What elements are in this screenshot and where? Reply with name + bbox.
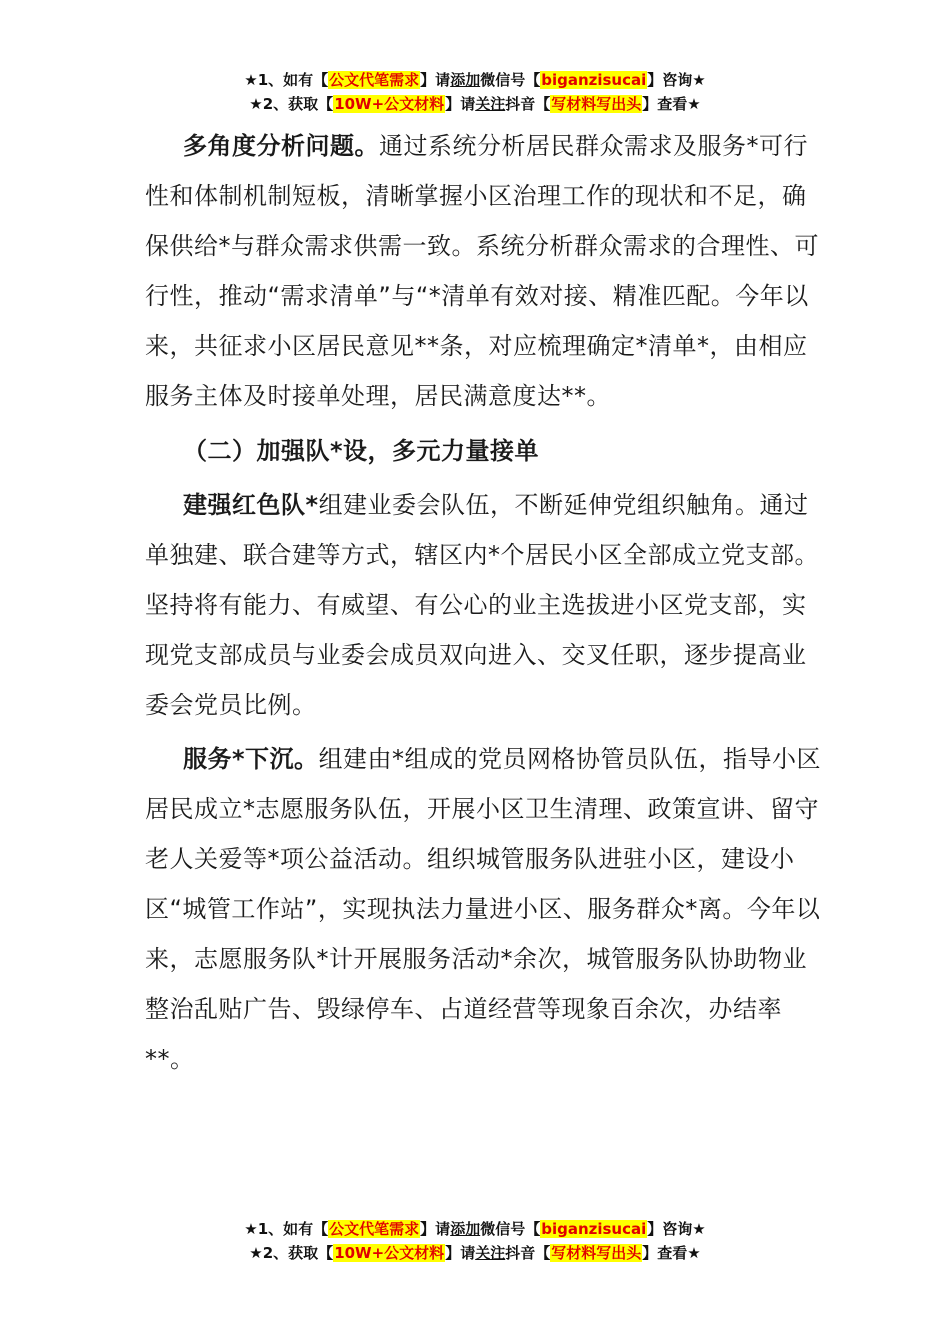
banner-text: 】请 xyxy=(420,1220,451,1238)
paragraph-text: 通过系统分析居民群众需求及服务*可行性和体制机制短板，清晰掌握小区治理工作的现状和不足，确保供给*与群众需求供需一致。系统分析群众需求的合理性、可行性，推动“需求清单”与“*清单有效对接、精准匹配。今年以来，共征求小区居民意见**条，对应梳理确定*清单*，由相应服务主体及时接单处理，居民满意度达**。 xyxy=(145,132,819,410)
banner-text: ★1、如有【 xyxy=(244,1220,329,1238)
banner-text: 抖音【 xyxy=(505,95,551,113)
banner-text: 】咨询★ xyxy=(647,1220,706,1238)
banner-text: 抖音【 xyxy=(505,1244,551,1262)
banner-text: 】查看★ xyxy=(642,95,701,113)
document-body xyxy=(145,121,825,1084)
banner-line-1 xyxy=(0,68,950,92)
banner-text: 】查看★ xyxy=(642,1244,701,1262)
banner-line-2 xyxy=(0,92,950,116)
section-heading: （二）加强队*设，多元力量接单 xyxy=(183,437,540,465)
banner-text: ★2、获取【 xyxy=(249,95,334,113)
banner-underlined-text: 关注 xyxy=(475,95,506,113)
paragraph-lead: 服务*下沉。 xyxy=(183,745,319,773)
banner-underlined-text: 关注 xyxy=(475,1244,506,1262)
banner-text: ★2、获取【 xyxy=(249,1244,334,1262)
banner-highlight: 10W+公文材料 xyxy=(334,1244,445,1262)
footer-banner xyxy=(0,1217,950,1265)
banner-underlined-text: 添加 xyxy=(450,1220,481,1238)
banner-text: 】请 xyxy=(420,71,451,89)
banner-text: ★1、如有【 xyxy=(244,71,329,89)
paragraph-lead: 建强红色队* xyxy=(183,491,319,519)
paragraph-text: 组建由*组成的党员网格协管员队伍，指导小区居民成立*志愿服务队伍，开展小区卫生清理、政策宣讲、留守老人关爱等*项公益活动。组织城管服务队进驻小区，建设小区“城管工作站”，实现执法力量进小区、服务群众*离。今年以来，志愿服务队*计开展服务活动*余次，城管服务队协助物业整治乱贴广告、毁绿停车、占道经营等现象百余次，办结率**。 xyxy=(145,745,822,1073)
paragraph-text: 组建业委会队伍，不断延伸党组织触角。通过单独建、联合建等方式，辖区内*个居民小区全部成立党支部。坚持将有能力、有威望、有公心的业主选拔进小区党支部，实现党支部成员与业委会成员双向进入、交叉任职，逐步提高业委会党员比例。 xyxy=(145,491,819,719)
banner-line-2 xyxy=(0,1241,950,1265)
banner-text: 】请 xyxy=(445,95,476,113)
banner-text: 】咨询★ xyxy=(647,71,706,89)
paragraph-service xyxy=(145,734,825,1084)
paragraph-lead: 多角度分析问题。 xyxy=(183,132,379,160)
banner-text: 微信号【 xyxy=(480,1220,541,1238)
banner-highlight: 公文代笔需求 xyxy=(329,1220,420,1238)
banner-highlight: biganzisucai xyxy=(541,71,647,89)
banner-highlight: biganzisucai xyxy=(541,1220,647,1238)
banner-text: 】请 xyxy=(445,1244,476,1262)
banner-highlight: 公文代笔需求 xyxy=(329,71,420,89)
banner-highlight: 写材料写出头 xyxy=(551,95,642,113)
banner-underlined-text: 添加 xyxy=(450,71,481,89)
banner-line-1 xyxy=(0,1217,950,1241)
banner-highlight: 写材料写出头 xyxy=(551,1244,642,1262)
banner-text: 微信号【 xyxy=(480,71,541,89)
paragraph-red-team xyxy=(145,480,825,730)
header-banner xyxy=(0,68,950,116)
paragraph-analysis xyxy=(145,121,825,421)
banner-highlight: 10W+公文材料 xyxy=(334,95,445,113)
